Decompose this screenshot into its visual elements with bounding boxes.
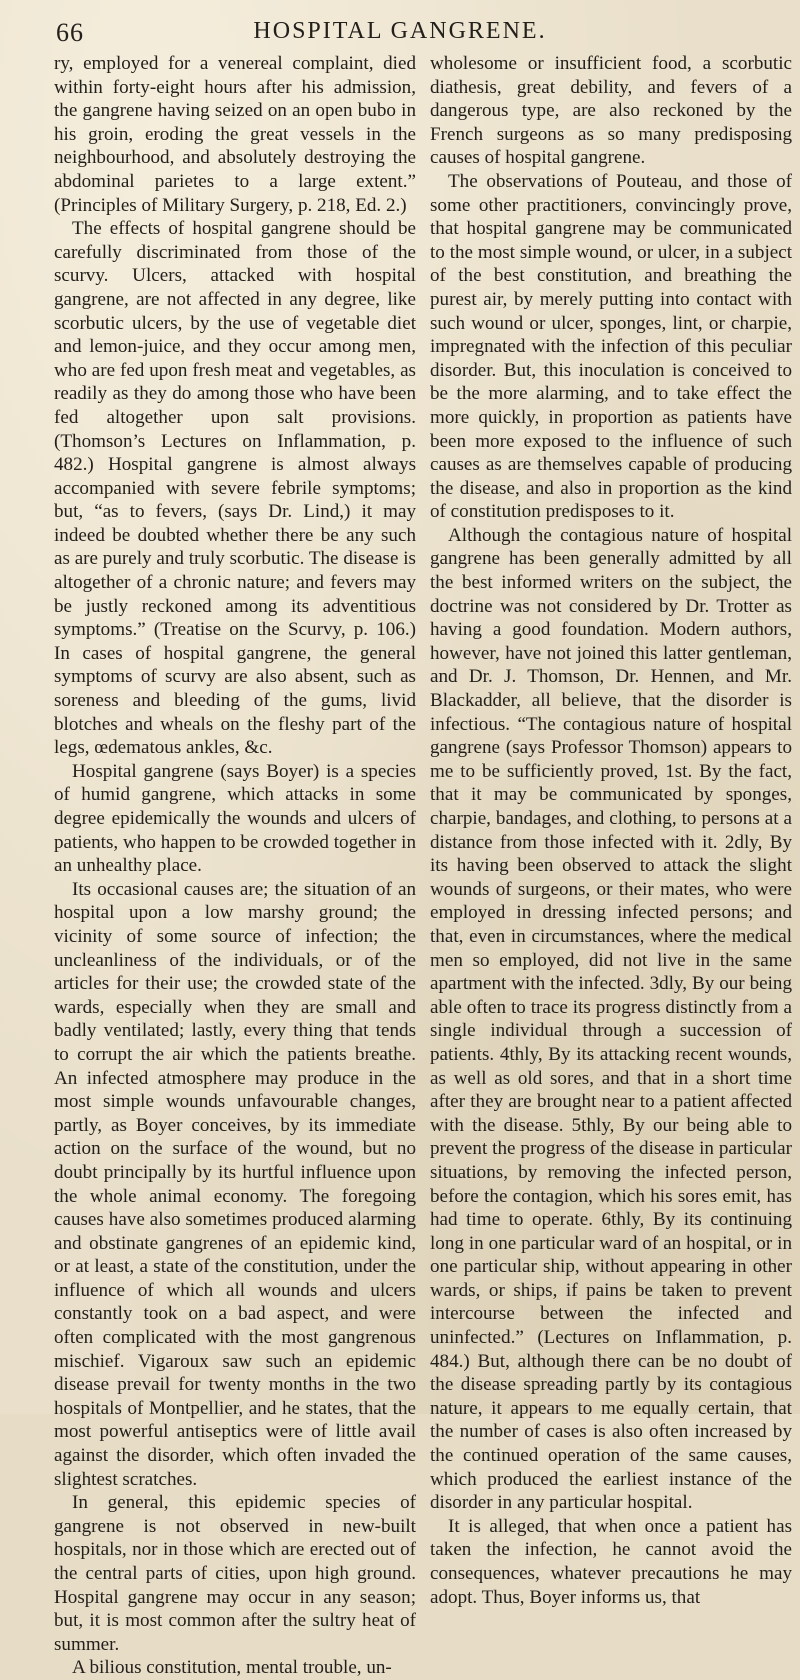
- paragraph: It is alleged, that when once a patient has taken the infection, he cannot avoid the consequences, whatever precautions he may adopt. Thus, Boyer informs us, that: [430, 1515, 792, 1608]
- running-title: HOSPITAL GANGRENE.: [253, 18, 547, 44]
- right-column: [430, 52, 792, 1680]
- paragraph: The effects of hospital gangrene should be carefully discriminated from those of the scurvy. Ulcers, attacked with hospital gangrene, are not affected in any degree, like scorbutic ulcers, by the use of vegetable diet and lemon-juice, and they occur among men, who are fed upon fresh meat and vegetables, as readily as they do among those who have been fed altogether upon salt provisions. (Thomson’s Lectures on Inflammation, p. 482.) Hospital gangrene is almost always accompanied with severe febrile symptoms; but, “as to fevers, (says Dr. Lind,) it may indeed be doubted whether there be any such as are purely and truly scorbutic. The disease is altogether of a chronic nature; and fevers may be justly reckoned among its adventitious symptoms.” (Treatise on the Scurvy, p. 106.) In cases of hospital gangrene, the general symptoms of scurvy are also absent, such as soreness and bleeding of the gums, livid blotches and wheals on the fleshy part of the legs, œdematous ankles, &c.: [54, 218, 416, 759]
- text-columns: [54, 52, 800, 1680]
- paragraph: Although the contagious nature of hospital gangrene has been generally admitted by all the best informed writers on the subject, the doctrine was not considered by Dr. Trotter as having a good foundation. Modern authors, however, have not joined this latter gentleman, and Dr. J. Thomson, Dr. Hennen, and Mr. Blackadder, all believe, that the disorder is infectious. “The contagious nature of hospital gangrene (says Professor Thomson) appears to me to be sufficiently proved, 1st. By the fact, that it may be communicated by sponges, charpie, bandages, and clothing, to persons at a distance from those infected with it. 2dly, By its having been observed to attack the slight wounds of surgeons, or their mates, who were employed in dressing infected persons; and that, even in circumstances, where the medical men so employed, did not live in the same apartment with the infected. 3dly, By our being able often to trace its progress distinctly from a single individual through a succession of patients. 4thly, By its attacking recent wounds, as well as old sores, and that in a short time after they are brought near to a patient affected with the disease. 5thly, By our being able to prevent the progress of the disease in particular situations, by removing the infected person, before the contagion, which his sores emit, has had time to operate. 6thly, By its continuing long in one particular ward of an hospital, or in one particular ship, without appearing in other wards, or ships, if pains be taken to prevent intercourse between the infected and uninfected.” (Lectures on Inflammation, p. 484.) But, although there can be no doubt of the disease spreading partly by its contagious nature, it appears to me equally certain, that the number of cases is also often increased by the continued operation of the same causes, which produced the earliest instance of the disorder in any particular hospital.: [430, 524, 792, 1514]
- paragraph: In general, this epidemic species of gangrene is not observed in new-built hospitals, nor in those which are erected out of the central parts of cities, upon high ground. Hospital gangrene may occur in any season; but, it is most common after the sultry heat of summer.: [54, 1492, 416, 1655]
- paragraph: ry, employed for a venereal complaint, died within forty-eight hours after his admission, the gangrene having seized on an open bubo in his groin, eroding the great vessels in the neighbourhood, and absolutely destroying the abdominal parietes to a large extent.” (Principles of Military Surgery, p. 218, Ed. 2.): [54, 53, 416, 216]
- paragraph: A bilious constitution, mental trouble, un-: [72, 1657, 392, 1679]
- paragraph: Hospital gangrene (says Boyer) is a species of humid gangrene, which attacks in some degree epidemically the wounds and ulcers of patients, who happen to be crowded together in an unhealthy place.: [54, 760, 416, 877]
- paragraph: Its occasional causes are; the situation of an hospital upon a low marshy ground; the vicinity of some source of infection; the uncleanliness of the individuals, or of the articles for their use; the crowded state of the wards, especially when they are small and badly ventilated; lastly, every thing that tends to corrupt the air which the patients breathe. An infected atmosphere may produce in the most simple wounds unfavourable changes, partly, as Boyer conceives, by its immediate action on the surface of the wound, but no doubt principally by its hurtful influence upon the whole animal economy. The foregoing causes have also sometimes produced alarming and obstinate gangrenes of an epidemic kind, or at least, a state of the constitution, under the influence of which all wounds and ulcers constantly took on a bad aspect, and were often complicated with the most gangrenous mischief. Vigaroux saw such an epidemic disease prevail for twenty months in the two hospitals of Montpellier, and he states, that the most powerful antiseptics were of little avail against the disorder, which often invaded the slightest scratches.: [54, 878, 416, 1490]
- page-header: [0, 14, 800, 54]
- paragraph: wholesome or insufficient food, a scorbutic diathesis, great debility, and fevers of a dangerous type, are also reckoned by the French surgeons as so many predisposing causes of hospital gangrene.: [430, 53, 792, 169]
- left-column: [54, 52, 416, 1680]
- paragraph: The observations of Pouteau, and those of some other practitioners, convincingly prove, that hospital gangrene may be communicated to the most simple wound, or ulcer, in a subject of the best constitution, and breathing the purest air, by merely putting into contact with such wound or ulcer, sponges, lint, or charpie, impregnated with the infection of this peculiar disorder. But, this inoculation is conceived to be the more alarming, and to take effect the more quickly, in proportion as patients have been more exposed to the influence of such causes as are themselves capable of producing the disease, and also in proportion as the kind of constitution predisposes to it.: [430, 170, 792, 523]
- page-number: 66: [56, 18, 84, 47]
